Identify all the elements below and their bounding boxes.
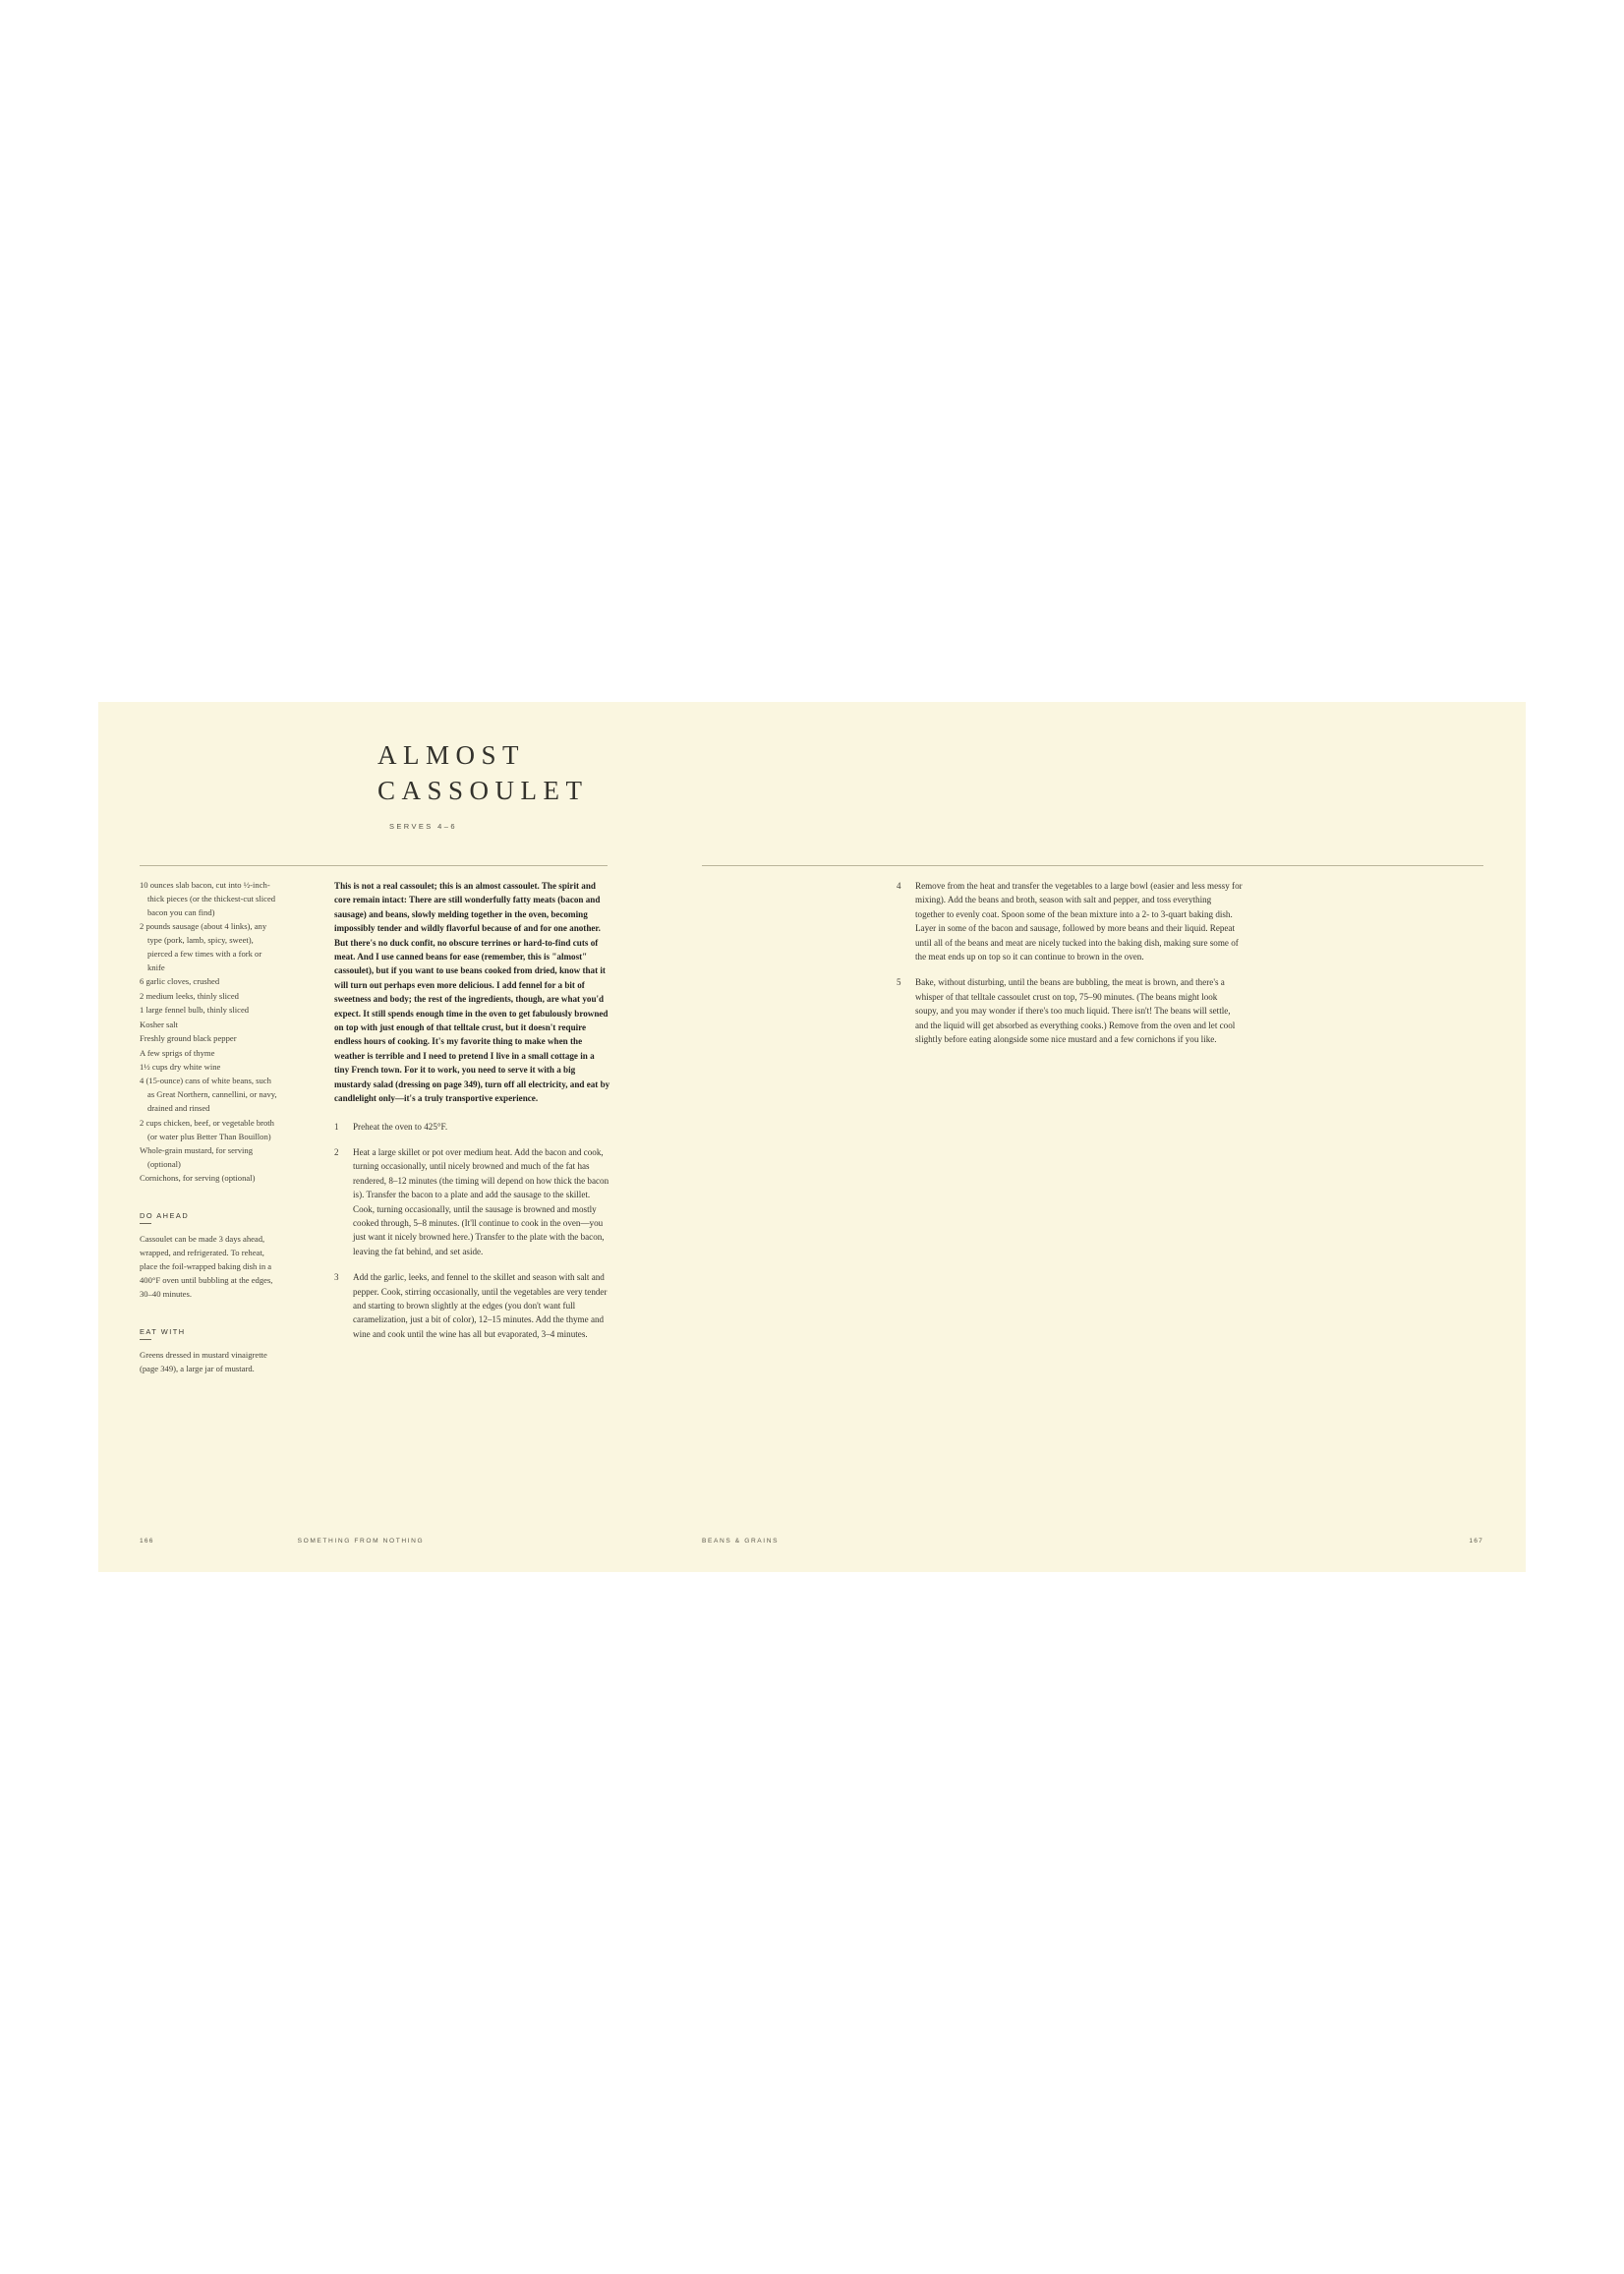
recipe-step <box>897 879 1243 963</box>
do-ahead-body: Cassoulet can be made 3 days ahead, wrapped, and refrigerated. To reheat, place the foil-wrapped baking dish in a 400°F oven until bubbling at the edges, 30–40 minutes. <box>140 1234 273 1299</box>
eat-with-block <box>140 1327 279 1376</box>
ingredient-item: 2 cups chicken, beef, or vegetable broth (or water plus Better Than Bouillon) <box>140 1117 274 1141</box>
divider-left <box>140 865 608 866</box>
eat-with-dash <box>140 1339 151 1340</box>
step-number: 1 <box>334 1121 339 1132</box>
ingredient-item: Freshly ground black pepper <box>140 1033 237 1044</box>
page-number-right: 167 <box>1469 1538 1483 1545</box>
eat-with-body: Greens dressed in mustard vinaigrette (page 349), a large jar of mustard. <box>140 1349 267 1373</box>
ingredient-item: Whole-grain mustard, for serving (optional) <box>140 1145 254 1169</box>
do-ahead-dash <box>140 1223 151 1224</box>
recipe-title-line-2: CASSOULET <box>377 776 589 806</box>
book-spread <box>98 702 1526 1572</box>
recipe-step <box>334 1145 610 1258</box>
ingredient-item: 4 (15-ounce) cans of white beans, such as Great Northern, cannellini, or navy, drained and rinsed <box>140 1076 277 1114</box>
ingredient-item: 2 medium leeks, thinly sliced <box>140 990 239 1001</box>
step-text: Bake, without disturbing, until the beans are bubbling, the meat is brown, and there's a whisper of that telltale cassoulet crust on top, 75–90 minutes. (The beans might look soupy, and you may wonder if there's too much liquid. There isn't! The beans will settle, and the liquid will get absorbed as everything cooks.) Remove from the oven and let cool slightly before eating alongside some nice mustard and a few cornichons if you like. <box>915 977 1236 1045</box>
running-head-right: BEANS & GRAINS <box>702 1538 780 1545</box>
divider-right <box>702 865 1483 866</box>
recipe-step <box>334 1120 610 1134</box>
step-text: Heat a large skillet or pot over medium heat. Add the bacon and cook, turning occasionally, until nicely browned and much of the fat has rendered, 8–12 minutes (the timing will depend on how thick the bacon is). Transfer the bacon to a plate and add the sausage to the skillet. Cook, turning occasionally, until the sausage is browned and mostly cooked through, 5–8 minutes. (It'll continue to cook in the oven—you just want it nicely browned here.) Transfer to the plate with the bacon, leaving the fat behind, and set aside. <box>353 1146 609 1256</box>
ingredient-item: 6 garlic cloves, crushed <box>140 976 220 987</box>
ingredient-item: Cornichons, for serving (optional) <box>140 1173 256 1184</box>
footer-left <box>140 1538 608 1545</box>
recipe-title-line-1: ALMOST <box>377 740 526 770</box>
ingredient-item: Kosher salt <box>140 1019 178 1029</box>
recipe-serves: SERVES 4–6 <box>389 821 457 831</box>
step-number: 2 <box>334 1146 339 1157</box>
ingredient-item: A few sprigs of thyme <box>140 1047 215 1058</box>
recipe-body-column-left <box>334 879 610 1353</box>
ingredient-item: 10 ounces slab bacon, cut into ½-inch-thick pieces (or the thickest-cut sliced bacon you can find) <box>140 880 276 917</box>
ingredient-item: 1 large fennel bulb, thinly sliced <box>140 1005 250 1016</box>
step-number: 3 <box>334 1272 339 1283</box>
page-title <box>332 737 745 809</box>
do-ahead-heading: DO AHEAD <box>140 1211 190 1221</box>
recipe-step <box>334 1270 610 1341</box>
step-text: Remove from the heat and transfer the vegetables to a large bowl (easier and less messy for mixing). Add the beans and broth, season with salt and pepper, and toss everything together to evenly coat. Spoon some of the bean mixture into a 2- to 3-quart baking dish. Layer in some of the bacon and sausage, followed by more beans and their liquid. Repeat until all of the beans and meat are nicely tucked into the baking dish, making sure some of the meat ends up on top so it can continue to brown in the oven. <box>915 881 1243 962</box>
step-text: Preheat the oven to 425°F. <box>353 1121 448 1132</box>
recipe-body-column-right <box>897 879 1243 1058</box>
page-number-left: 166 <box>140 1538 154 1545</box>
recipe-title-block <box>332 737 745 831</box>
recipe-step <box>897 975 1243 1046</box>
eat-with-heading: EAT WITH <box>140 1326 186 1336</box>
ingredient-item: 2 pounds sausage (about 4 links), any type (pork, lamb, spicy, sweet), pierced a few times with a fork or knife <box>140 921 267 973</box>
recipe-intro: This is not a real cassoulet; this is an almost cassoulet. The spirit and core remain intact: There are still wonderfully fatty meats (bacon and sausage) and beans, slowly melding together in the oven, becoming impossibly tender and wildly flavorful because of and for one another. But there's no duck confit, no obscure terrines or hard-to-find cuts of meat. And I use canned beans for ease (remember, this is "almost" cassoulet), but if you want to use beans cooked from dried, know that it will turn out perhaps even more delicious. I add fennel for a bit of sweetness and body; the rest of the ingredients, though, are what you'd expect. It still spends enough time in the oven to get fabulously browned on top with just enough of that telltale crust, but it doesn't require endless hours of cooking. It's my favorite thing to make when the weather is terrible and I need to pretend I live in a small cottage in a tiny French town. For it to work, you need to serve it with a big mustardy salad (dressing on page 349), turn off all electricity, and eat by candlelight only—it's a truly transportive experience. <box>334 881 610 1104</box>
ingredients-column <box>140 879 279 1376</box>
do-ahead-block <box>140 1211 279 1302</box>
step-text: Add the garlic, leeks, and fennel to the skillet and season with salt and pepper. Cook, stirring occasionally, until the vegetables are very tender and starting to brown slightly at the edges (you don't want full caramelization, just a bit of color), 12–15 minutes. Add the thyme and wine and cook until the wine has all but evaporated, 3–4 minutes. <box>353 1272 608 1339</box>
ingredient-item: 1½ cups dry white wine <box>140 1061 221 1072</box>
footer-right <box>702 1538 1483 1545</box>
step-number: 4 <box>897 881 901 891</box>
running-head-left: SOMETHING FROM NOTHING <box>297 1538 425 1545</box>
step-number: 5 <box>897 977 901 988</box>
